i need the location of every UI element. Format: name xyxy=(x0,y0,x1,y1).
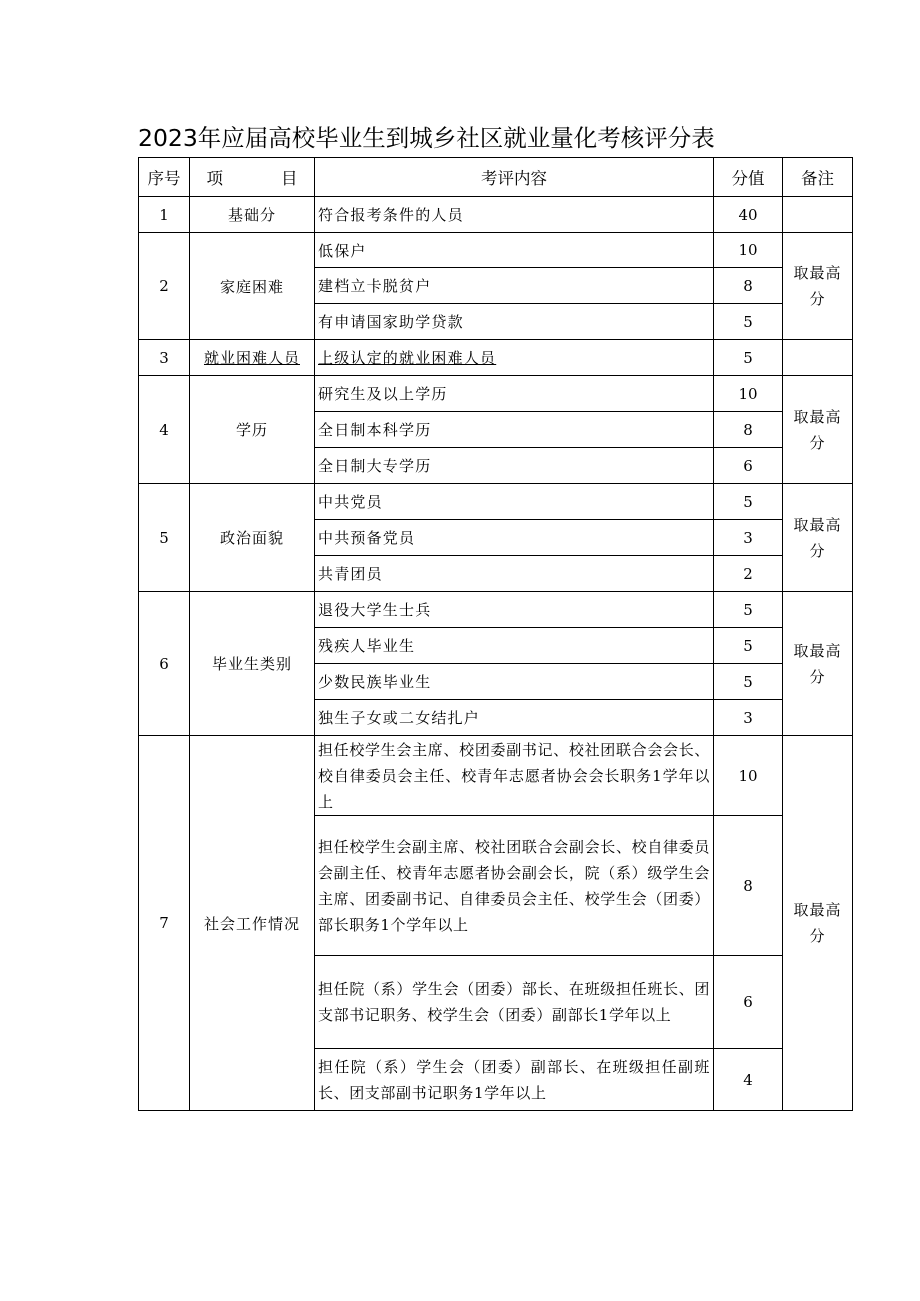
row-note xyxy=(783,340,853,376)
row-score: 5 xyxy=(714,484,783,520)
table-row xyxy=(139,340,853,376)
row-content: 担任校学生会主席、校团委副书记、校社团联合会会长、校自律委员会主任、校青年志愿者协会会长职务1学年以上 xyxy=(315,736,714,816)
table-row xyxy=(139,484,853,520)
row-category: 毕业生类别 xyxy=(190,592,315,736)
row-category: 就业困难人员 xyxy=(190,340,315,376)
row-content: 上级认定的就业困难人员 xyxy=(315,340,714,376)
row-score: 8 xyxy=(714,816,783,956)
row-score: 5 xyxy=(714,304,783,340)
row-content: 全日制大专学历 xyxy=(315,448,714,484)
row-content: 中共预备党员 xyxy=(315,520,714,556)
row-score: 10 xyxy=(714,376,783,412)
row-no: 7 xyxy=(139,736,190,1111)
row-content: 独生子女或二女结扎户 xyxy=(315,700,714,736)
row-content: 共青团员 xyxy=(315,556,714,592)
row-content: 担任校学生会副主席、校社团联合会副会长、校自律委员会副主任、校青年志愿者协会副会长，院（系）级学生会主席、团委副书记、自律委员会主任、校学生会（团委）部长职务1个学年以上 xyxy=(315,816,714,956)
score-table xyxy=(138,157,853,1111)
page-title: 2023年应届高校毕业生到城乡社区就业量化考核评分表 xyxy=(138,124,715,152)
header-row xyxy=(139,158,853,197)
row-content: 研究生及以上学历 xyxy=(315,376,714,412)
header-score: 分值 xyxy=(714,158,783,197)
table-row xyxy=(139,736,853,816)
row-content: 有申请国家助学贷款 xyxy=(315,304,714,340)
row-note xyxy=(783,197,853,233)
row-note: 取最高分 xyxy=(783,736,853,1111)
row-no: 2 xyxy=(139,233,190,340)
row-note: 取最高分 xyxy=(783,592,853,736)
row-content: 中共党员 xyxy=(315,484,714,520)
row-note: 取最高分 xyxy=(783,233,853,340)
row-note: 取最高分 xyxy=(783,376,853,484)
row-score: 10 xyxy=(714,736,783,816)
row-content: 建档立卡脱贫户 xyxy=(315,268,714,304)
row-score: 5 xyxy=(714,340,783,376)
row-score: 4 xyxy=(714,1049,783,1111)
table-row xyxy=(139,592,853,628)
row-content: 退役大学生士兵 xyxy=(315,592,714,628)
row-score: 3 xyxy=(714,700,783,736)
row-no: 3 xyxy=(139,340,190,376)
row-content: 低保户 xyxy=(315,233,714,268)
row-no: 1 xyxy=(139,197,190,233)
table-row xyxy=(139,233,853,268)
row-note: 取最高分 xyxy=(783,484,853,592)
row-category: 基础分 xyxy=(190,197,315,233)
header-item-b: 目 xyxy=(281,169,298,188)
row-score: 10 xyxy=(714,233,783,268)
row-no: 4 xyxy=(139,376,190,484)
row-score: 40 xyxy=(714,197,783,233)
row-score: 3 xyxy=(714,520,783,556)
row-score: 5 xyxy=(714,592,783,628)
row-content: 残疾人毕业生 xyxy=(315,628,714,664)
row-score: 5 xyxy=(714,664,783,700)
row-score: 6 xyxy=(714,448,783,484)
row-score: 2 xyxy=(714,556,783,592)
row-content: 担任院（系）学生会（团委）部长、在班级担任班长、团支部书记职务、校学生会（团委）副部长1学年以上 xyxy=(315,956,714,1049)
row-no: 5 xyxy=(139,484,190,592)
row-score: 5 xyxy=(714,628,783,664)
row-score: 6 xyxy=(714,956,783,1049)
row-content: 符合报考条件的人员 xyxy=(315,197,714,233)
header-item xyxy=(190,158,315,197)
header-item-a: 项 xyxy=(206,169,223,188)
row-no: 6 xyxy=(139,592,190,736)
header-note: 备注 xyxy=(783,158,853,197)
row-score: 8 xyxy=(714,268,783,304)
row-score: 8 xyxy=(714,412,783,448)
row-category: 学历 xyxy=(190,376,315,484)
header-no: 序号 xyxy=(139,158,190,197)
row-content: 全日制本科学历 xyxy=(315,412,714,448)
table-row xyxy=(139,376,853,412)
row-category: 家庭困难 xyxy=(190,233,315,340)
row-category: 政治面貌 xyxy=(190,484,315,592)
row-content: 担任院（系）学生会（团委）副部长、在班级担任副班长、团支部副书记职务1学年以上 xyxy=(315,1049,714,1111)
row-content: 少数民族毕业生 xyxy=(315,664,714,700)
table-row xyxy=(139,197,853,233)
header-content: 考评内容 xyxy=(315,158,714,197)
row-category: 社会工作情况 xyxy=(190,736,315,1111)
